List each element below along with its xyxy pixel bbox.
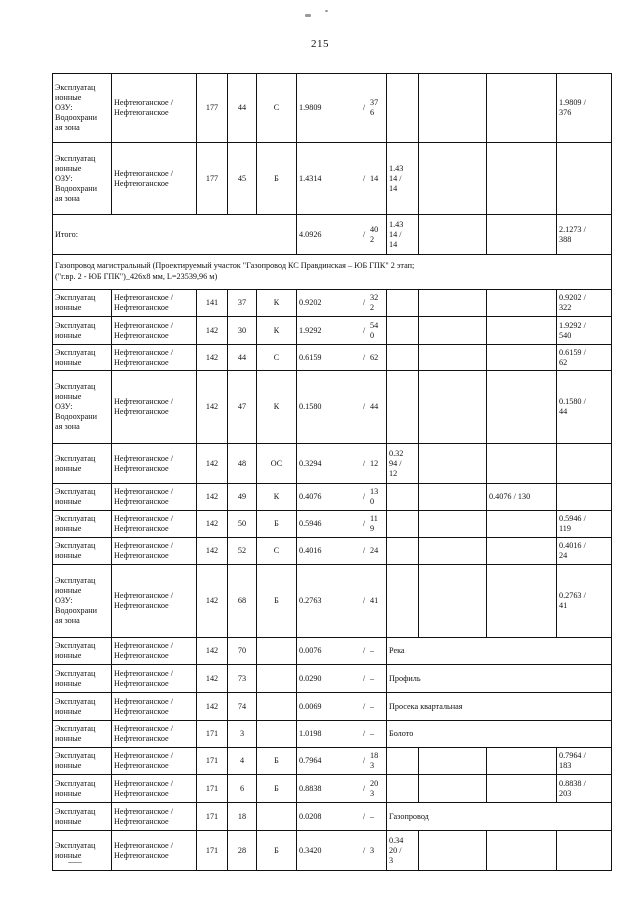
quarter-cell: 142: [197, 511, 228, 538]
slash-separator: /: [362, 845, 366, 855]
land-type-cell: Б: [257, 565, 297, 638]
category-cell: Эксплуатац ионные: [53, 803, 112, 831]
quarter-cell: 142: [197, 444, 228, 484]
quantity-value: –: [370, 701, 375, 711]
municipality-cell: Нефтеюганское / Нефтеюганское: [112, 538, 197, 565]
area-quantity-cell: [297, 721, 387, 748]
slash-separator: /: [362, 402, 366, 411]
quarter-cell: 171: [197, 803, 228, 831]
parcel-cell: 6: [228, 775, 257, 803]
value-cell-9: 0.4076 / 130: [487, 484, 557, 511]
municipality-cell: Нефтеюганское / Нефтеюганское: [112, 511, 197, 538]
table-row: [53, 693, 612, 721]
slash-separator: /: [362, 458, 366, 468]
land-type-cell: [257, 638, 297, 665]
value-cell-10: 0.6159 / 62: [557, 345, 612, 371]
category-cell: Эксплуатац ионные: [53, 831, 112, 871]
scan-speck: [325, 10, 328, 12]
area-value: 0.0290: [299, 673, 322, 683]
table-row: [53, 748, 612, 775]
quantity-value: 32 2: [370, 293, 379, 312]
area-quantity-cell: [297, 444, 387, 484]
total-value-10: 2.1273 / 388: [557, 215, 612, 255]
quantity-value: 62: [370, 352, 379, 362]
area-value: 0.4076: [299, 492, 322, 501]
area-pair: [299, 293, 384, 313]
parcel-cell: 18: [228, 803, 257, 831]
municipality-cell: Нефтеюганское / Нефтеюганское: [112, 484, 197, 511]
category-cell: Эксплуатац ионные: [53, 775, 112, 803]
total-row: [53, 215, 612, 255]
value-cell-10: 1.9292 / 540: [557, 317, 612, 345]
table-row: [53, 290, 612, 317]
category-cell: Эксплуатац ионные: [53, 693, 112, 721]
scan-speck: [305, 14, 311, 17]
area-pair: [299, 487, 384, 507]
category-cell: Эксплуатац ионные: [53, 484, 112, 511]
municipality-cell: Нефтеюганское / Нефтеюганское: [112, 775, 197, 803]
slash-separator: /: [362, 729, 366, 738]
area-pair: [299, 353, 384, 363]
value-cell-9: [487, 748, 557, 775]
quarter-cell: 142: [197, 484, 228, 511]
value-cell-7: [387, 484, 419, 511]
quarter-cell: 142: [197, 665, 228, 693]
area-quantity-cell: [297, 484, 387, 511]
value-cell-8: [419, 748, 487, 775]
value-cell-10: [557, 831, 612, 871]
area-quantity-cell: [297, 371, 387, 444]
value-cell-10: [557, 484, 612, 511]
value-cell-7: 0.32 94 / 12: [387, 444, 419, 484]
area-pair: [299, 514, 384, 534]
table-row: [53, 371, 612, 444]
value-cell-8: [419, 538, 487, 565]
area-value: 0.8838: [299, 783, 322, 793]
parcel-cell: 70: [228, 638, 257, 665]
value-cell-8: [419, 143, 487, 215]
parcel-cell: 49: [228, 484, 257, 511]
quantity-value: 3: [370, 845, 375, 855]
value-cell-9: [487, 538, 557, 565]
land-type-cell: К: [257, 484, 297, 511]
table-row: [53, 484, 612, 511]
value-cell-9: [487, 143, 557, 215]
table-row: [53, 511, 612, 538]
object-note-cell: Болото: [387, 721, 612, 748]
slash-separator: /: [362, 103, 366, 112]
parcel-cell: 74: [228, 693, 257, 721]
municipality-cell: Нефтеюганское / Нефтеюганское: [112, 693, 197, 721]
land-type-cell: [257, 693, 297, 721]
quarter-cell: 171: [197, 721, 228, 748]
area-value: 1.0198: [299, 729, 322, 738]
area-quantity-cell: [297, 693, 387, 721]
quarter-cell: 142: [197, 317, 228, 345]
table-row: [53, 538, 612, 565]
value-cell-9: [487, 775, 557, 803]
value-cell-7: [387, 748, 419, 775]
slash-separator: /: [362, 325, 366, 335]
quarter-cell: 177: [197, 143, 228, 215]
section-header-row: [53, 255, 612, 290]
area-pair: [299, 646, 384, 656]
value-cell-10: 0.5946 / 119: [557, 511, 612, 538]
municipality-cell: Нефтеюганское / Нефтеюганское: [112, 721, 197, 748]
quantity-value: –: [370, 673, 375, 683]
municipality-cell: Нефтеюганское / Нефтеюганское: [112, 143, 197, 215]
section-title: Газопровод магистральный (Проектируемый участок "Газопровод КС Правдинская – ЮБ ГПК" 2 этап; ("г.вр. 2 - ЮБ ГПК")_426х8 мм, L=23539,96 м): [53, 255, 612, 290]
slash-separator: /: [362, 546, 366, 555]
area-pair: [299, 546, 384, 556]
value-cell-9: [487, 511, 557, 538]
area-pair: [299, 779, 384, 799]
municipality-cell: Нефтеюганское / Нефтеюганское: [112, 748, 197, 775]
value-cell-10: 0.2763 / 41: [557, 565, 612, 638]
value-cell-7: [387, 371, 419, 444]
table-row: [53, 721, 612, 748]
quarter-cell: 142: [197, 345, 228, 371]
parcel-cell: 3: [228, 721, 257, 748]
total-value-8: [419, 215, 487, 255]
parcel-cell: 37: [228, 290, 257, 317]
value-cell-8: [419, 290, 487, 317]
area-value: 0.2763: [299, 596, 322, 605]
parcel-cell: 47: [228, 371, 257, 444]
value-cell-8: [419, 775, 487, 803]
value-cell-8: [419, 74, 487, 143]
category-cell: Эксплуатац ионные: [53, 638, 112, 665]
value-cell-7: [387, 538, 419, 565]
table-row: [53, 665, 612, 693]
municipality-cell: Нефтеюганское / Нефтеюганское: [112, 74, 197, 143]
area-value: 4.0926: [299, 229, 322, 239]
area-quantity-cell: [297, 831, 387, 871]
parcel-cell: 68: [228, 565, 257, 638]
quarter-cell: 171: [197, 831, 228, 871]
slash-separator: /: [362, 701, 366, 711]
municipality-cell: Нефтеюганское / Нефтеюганское: [112, 831, 197, 871]
category-cell: Эксплуатац ионные ОЗУ: Водоохрани ая зона: [53, 143, 112, 215]
area-pair: [299, 321, 384, 341]
value-cell-7: [387, 74, 419, 143]
area-quantity-cell: [297, 143, 387, 215]
object-note-cell: Профиль: [387, 665, 612, 693]
slash-separator: /: [362, 492, 366, 501]
category-cell: Эксплуатац ионные: [53, 511, 112, 538]
category-cell: Эксплуатац ионные ОЗУ: Водоохрани ая зона: [53, 565, 112, 638]
municipality-cell: Нефтеюганское / Нефтеюганское: [112, 565, 197, 638]
value-cell-10: [557, 143, 612, 215]
quarter-cell: 171: [197, 748, 228, 775]
area-value: 0.6159: [299, 352, 322, 362]
category-cell: Эксплуатац ионные: [53, 721, 112, 748]
area-pair: [299, 751, 384, 771]
area-quantity-cell: [297, 345, 387, 371]
table-row: [53, 345, 612, 371]
total-label: Итого:: [53, 215, 297, 255]
quarter-cell: 142: [197, 693, 228, 721]
land-plots-table: [52, 73, 612, 871]
value-cell-10: 0.4016 / 24: [557, 538, 612, 565]
area-quantity-cell: [297, 511, 387, 538]
value-cell-9: [487, 831, 557, 871]
area-quantity-cell: [297, 74, 387, 143]
land-type-cell: ОС: [257, 444, 297, 484]
area-value: 0.9202: [299, 298, 322, 307]
slash-separator: /: [362, 229, 366, 239]
quantity-value: –: [370, 811, 375, 821]
land-type-cell: [257, 721, 297, 748]
slash-separator: /: [362, 352, 366, 362]
area-value: 1.9292: [299, 325, 322, 335]
category-cell: Эксплуатац ионные: [53, 444, 112, 484]
area-quantity-cell: [297, 638, 387, 665]
area-quantity-cell: [297, 748, 387, 775]
area-pair: [299, 596, 384, 606]
land-type-cell: К: [257, 371, 297, 444]
total-value-9: [487, 215, 557, 255]
object-note-cell: Просека квартальная: [387, 693, 612, 721]
land-type-cell: С: [257, 345, 297, 371]
area-value: 0.3420: [299, 845, 322, 855]
value-cell-8: [419, 511, 487, 538]
value-cell-9: [487, 345, 557, 371]
category-cell: Эксплуатац ионные ОЗУ: Водоохрани ая зона: [53, 74, 112, 143]
slash-separator: /: [362, 298, 366, 307]
parcel-cell: 52: [228, 538, 257, 565]
municipality-cell: Нефтеюганское / Нефтеюганское: [112, 317, 197, 345]
value-cell-9: [487, 290, 557, 317]
slash-separator: /: [362, 596, 366, 605]
municipality-cell: Нефтеюганское / Нефтеюганское: [112, 665, 197, 693]
area-value: 1.9809: [299, 103, 322, 112]
value-cell-10: [557, 444, 612, 484]
quarter-cell: 171: [197, 775, 228, 803]
quarter-cell: 177: [197, 74, 228, 143]
land-type-cell: К: [257, 290, 297, 317]
total-value-7: 1.43 14 / 14: [387, 215, 419, 255]
area-pair: [299, 812, 384, 822]
municipality-cell: Нефтеюганское / Нефтеюганское: [112, 290, 197, 317]
slash-separator: /: [362, 173, 366, 183]
area-pair: [299, 674, 384, 684]
quarter-cell: 142: [197, 638, 228, 665]
parcel-cell: 73: [228, 665, 257, 693]
value-cell-10: 0.1580 / 44: [557, 371, 612, 444]
parcel-cell: 45: [228, 143, 257, 215]
category-cell: Эксплуатац ионные: [53, 345, 112, 371]
area-quantity-cell: [297, 215, 387, 255]
category-cell: Эксплуатац ионные ОЗУ: Водоохрани ая зона: [53, 371, 112, 444]
area-value: 0.0076: [299, 646, 322, 655]
value-cell-7: [387, 565, 419, 638]
value-cell-8: [419, 565, 487, 638]
table-row: [53, 638, 612, 665]
page-number: 215: [311, 38, 329, 50]
value-cell-7: [387, 511, 419, 538]
value-cell-10: 1.9809 / 376: [557, 74, 612, 143]
slash-separator: /: [362, 756, 366, 765]
area-pair: [299, 729, 384, 739]
quarter-cell: 141: [197, 290, 228, 317]
value-cell-10: 0.7964 / 183: [557, 748, 612, 775]
value-cell-8: [419, 831, 487, 871]
parcel-cell: 50: [228, 511, 257, 538]
land-type-cell: С: [257, 74, 297, 143]
area-pair: [299, 402, 384, 412]
value-cell-8: [419, 371, 487, 444]
municipality-cell: Нефтеюганское / Нефтеюганское: [112, 803, 197, 831]
area-quantity-cell: [297, 775, 387, 803]
category-cell: Эксплуатац ионные: [53, 748, 112, 775]
parcel-cell: 48: [228, 444, 257, 484]
value-cell-10: 0.9202 / 322: [557, 290, 612, 317]
municipality-cell: Нефтеюганское / Нефтеюганское: [112, 638, 197, 665]
value-cell-9: [487, 74, 557, 143]
land-type-cell: С: [257, 538, 297, 565]
table-row: [53, 143, 612, 215]
area-quantity-cell: [297, 538, 387, 565]
land-type-cell: К: [257, 317, 297, 345]
quarter-cell: 142: [197, 538, 228, 565]
area-value: 0.0208: [299, 811, 322, 821]
area-value: 0.4016: [299, 546, 322, 555]
area-value: 0.3294: [299, 458, 322, 468]
area-quantity-cell: [297, 803, 387, 831]
land-type-cell: [257, 665, 297, 693]
quantity-value: 13 0: [370, 487, 379, 506]
value-cell-7: [387, 775, 419, 803]
slash-separator: /: [362, 519, 366, 528]
table-row: [53, 444, 612, 484]
quantity-value: 24: [370, 546, 379, 555]
table-row: [53, 831, 612, 871]
area-value: 0.7964: [299, 756, 322, 765]
land-type-cell: Б: [257, 831, 297, 871]
value-cell-8: [419, 444, 487, 484]
land-type-cell: Б: [257, 748, 297, 775]
area-quantity-cell: [297, 290, 387, 317]
value-cell-8: [419, 317, 487, 345]
quantity-value: 14: [370, 173, 379, 183]
municipality-cell: Нефтеюганское / Нефтеюганское: [112, 444, 197, 484]
value-cell-7: 0.34 20 / 3: [387, 831, 419, 871]
quantity-value: –: [370, 729, 375, 738]
area-value: 0.0069: [299, 701, 322, 711]
quantity-value: 44: [370, 402, 379, 411]
area-pair: [299, 174, 384, 184]
value-cell-7: [387, 317, 419, 345]
area-pair: [299, 702, 384, 712]
object-note-cell: Река: [387, 638, 612, 665]
parcel-cell: 28: [228, 831, 257, 871]
value-cell-9: [487, 444, 557, 484]
land-type-cell: Б: [257, 143, 297, 215]
category-cell: Эксплуатац ионные: [53, 290, 112, 317]
land-type-cell: [257, 803, 297, 831]
value-cell-7: [387, 290, 419, 317]
value-cell-10: 0.8838 / 203: [557, 775, 612, 803]
area-pair: [299, 225, 384, 245]
area-value: 0.5946: [299, 519, 322, 528]
quantity-value: –: [370, 646, 375, 655]
municipality-cell: Нефтеюганское / Нефтеюганское: [112, 371, 197, 444]
slash-separator: /: [362, 646, 366, 655]
area-value: 0.1580: [299, 402, 322, 411]
quantity-value: 37 6: [370, 98, 379, 117]
quantity-value: 18 3: [370, 751, 379, 770]
category-cell: Эксплуатац ионные: [53, 317, 112, 345]
value-cell-8: [419, 484, 487, 511]
category-cell: Эксплуатац ионные: [53, 538, 112, 565]
table-row: [53, 803, 612, 831]
area-pair: [299, 98, 384, 118]
area-quantity-cell: [297, 565, 387, 638]
land-type-cell: Б: [257, 775, 297, 803]
area-quantity-cell: [297, 665, 387, 693]
quarter-cell: 142: [197, 371, 228, 444]
slash-separator: /: [362, 811, 366, 821]
value-cell-9: [487, 371, 557, 444]
table-row: [53, 317, 612, 345]
value-cell-8: [419, 345, 487, 371]
quantity-value: 11 9: [370, 514, 378, 533]
slash-separator: /: [362, 673, 366, 683]
area-pair: [299, 846, 384, 856]
value-cell-9: [487, 565, 557, 638]
quarter-cell: 142: [197, 565, 228, 638]
quantity-value: 12: [370, 458, 379, 468]
municipality-cell: Нефтеюганское / Нефтеюганское: [112, 345, 197, 371]
quantity-value: 41: [370, 596, 379, 605]
quantity-value: 20 3: [370, 778, 379, 798]
parcel-cell: 44: [228, 74, 257, 143]
area-pair: [299, 459, 384, 469]
slash-separator: /: [362, 783, 366, 793]
value-cell-7: [387, 345, 419, 371]
table-row: [53, 74, 612, 143]
parcel-cell: 4: [228, 748, 257, 775]
value-cell-7: 1.43 14 / 14: [387, 143, 419, 215]
value-cell-9: [487, 317, 557, 345]
area-quantity-cell: [297, 317, 387, 345]
land-type-cell: Б: [257, 511, 297, 538]
quantity-value: 40 2: [370, 224, 379, 244]
parcel-cell: 30: [228, 317, 257, 345]
area-value: 1.4314: [299, 173, 322, 183]
table-row: [53, 565, 612, 638]
quantity-value: 54 0: [370, 320, 379, 340]
table-row: [53, 775, 612, 803]
parcel-cell: 44: [228, 345, 257, 371]
category-cell: Эксплуатац ионные: [53, 665, 112, 693]
object-note-cell: Газопровод: [387, 803, 612, 831]
